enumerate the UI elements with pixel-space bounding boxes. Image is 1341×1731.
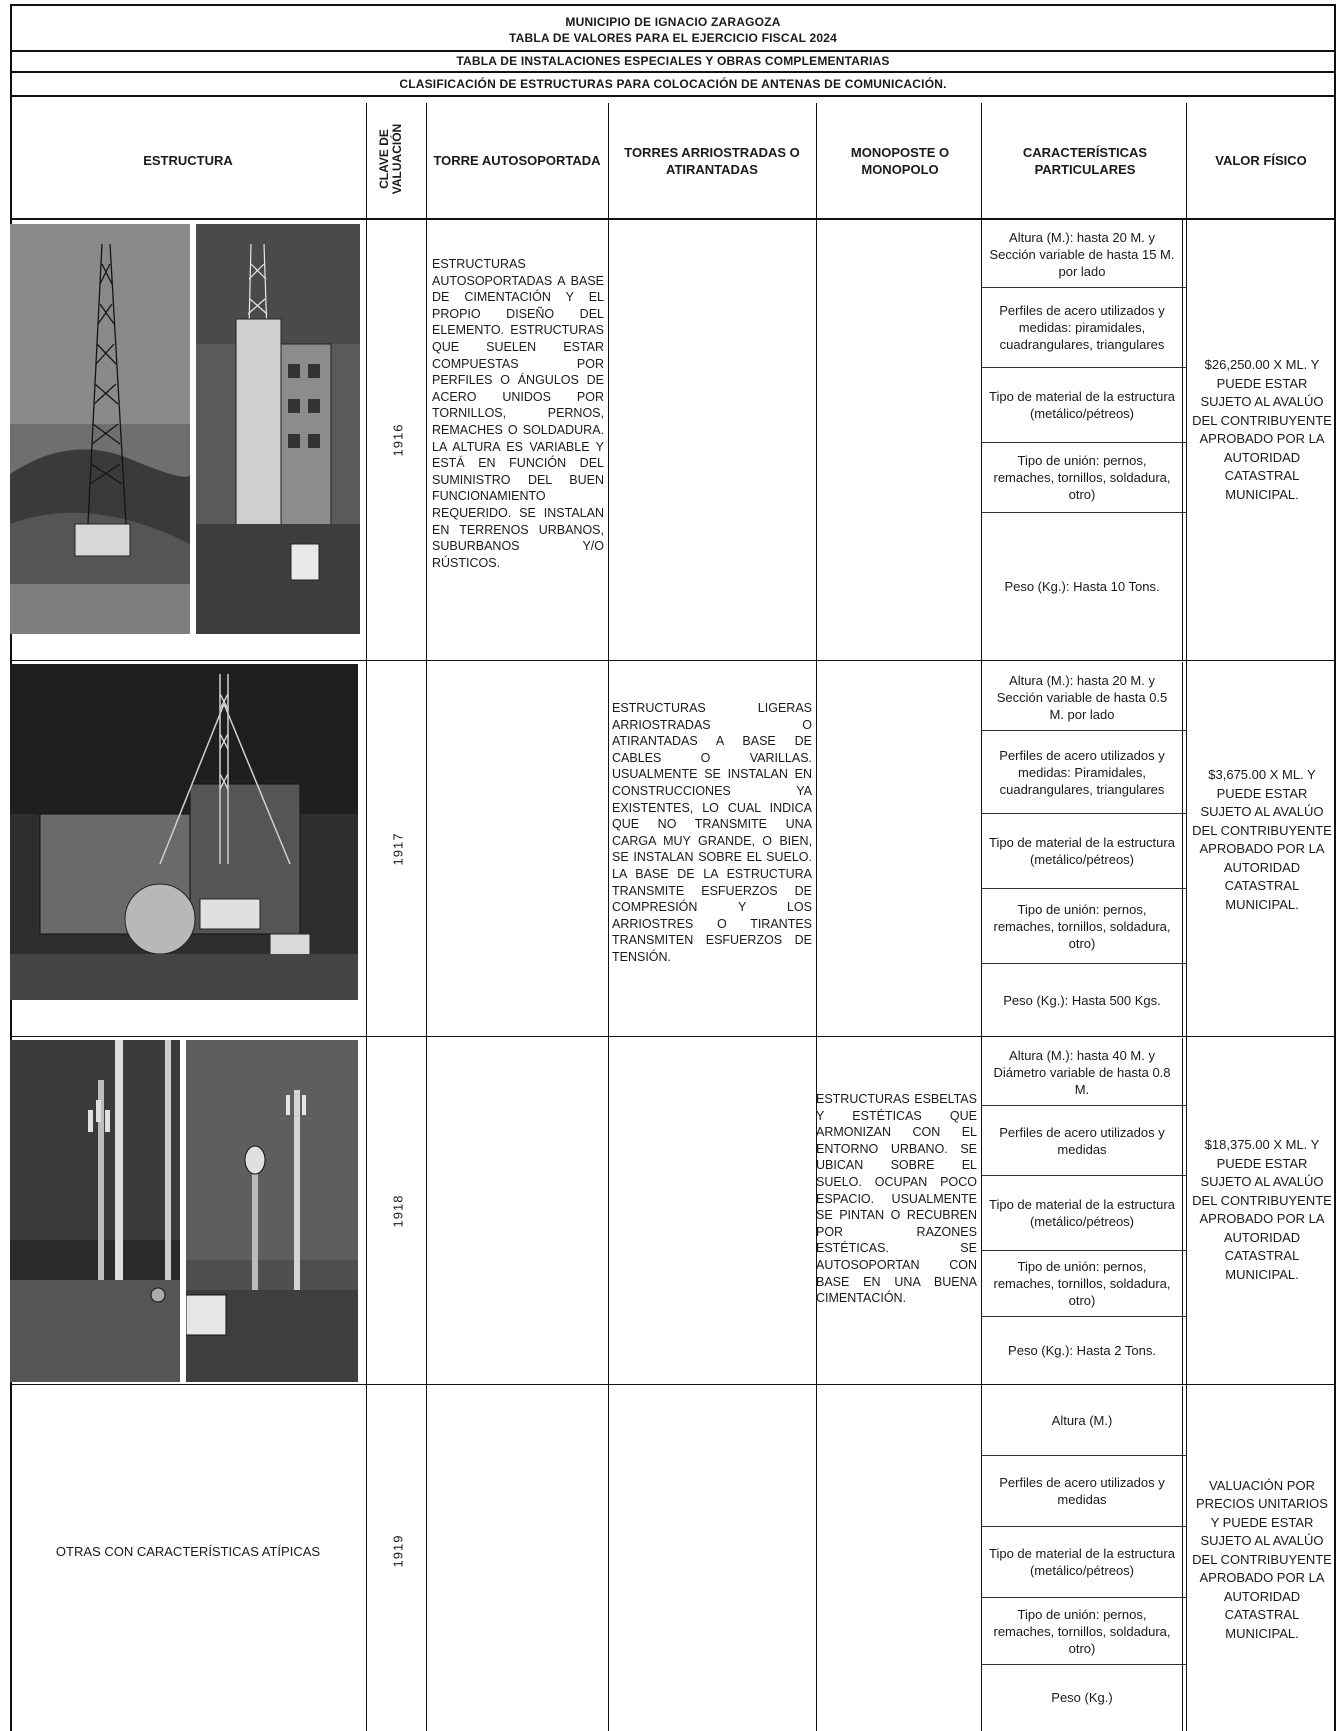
tower-photo-autosoportada-1	[10, 224, 190, 634]
column-header-estructura: ESTRUCTURA	[143, 153, 233, 168]
valor-1916: $26,250.00 X ML. Y PUEDE ESTAR SUJETO AL AVALÚO DEL CONTRIBUYENTE APROBADO POR LA AUTORIDAD CATASTRAL MUNICIPAL.	[1192, 357, 1332, 502]
char-1918-perfiles: Perfiles de acero utilizados y medidas	[999, 1124, 1165, 1157]
char-1919-altura: Altura (M.)	[1051, 1413, 1113, 1428]
char-1917-altura: Altura (M.): hasta 20 M. y Sección variable de hasta 0.5 M. por lado	[996, 672, 1168, 722]
char-1917-union: Tipo de unión: pernos, remaches, tornillos, soldadura, otro)	[993, 901, 1171, 951]
clave-1917: 1917	[390, 832, 406, 866]
monopole-photo-2	[186, 1040, 358, 1382]
description-arriostradas: ESTRUCTURAS LIGERAS ARRIOSTRADAS O ATIRANTADAS A BASE DE CABLES O VARILLAS. USUALMENTE SE INSTALAN EN CONSTRUCCIONES YA EXISTENTES, LO CUAL INDICA QUE NO TRANSMITE UNA CARGA MUY GRANDE, O BIEN, SE INSTALAN SOBRE EL SUELO. LA BASE DE LA ESTRUCTURA TRANSMITE ESFUERZOS DE COMPRESIÓN Y LOS ARRIOSTRES O TIRANTES TRANSMITEN ESFUERZOS DE TENSIÓN.	[612, 701, 812, 964]
description-monoposte: ESTRUCTURAS ESBELTAS Y ESTÉTICAS QUE ARMONIZAN CON EL ENTORNO URBANO. SE UBICAN SOBRE EL SUELO. OCUPAN POCO ESPACIO. USUALMENTE SE PINTAN O RECUBREN POR RAZONES ESTÉTICAS. SE AUTOSOPORTAN CON BASE EN UNA BUENA CIMENTACIÓN.	[816, 1092, 977, 1306]
column-header-caracteristicas: CARACTERÍSTICAS PARTICULARES	[1022, 144, 1148, 177]
monopole-photo-1	[10, 1040, 180, 1382]
section-title: TABLA DE INSTALACIONES ESPECIALES Y OBRAS COMPLEMENTARIAS	[12, 52, 1334, 73]
char-1917-material: Tipo de material de la estructura (metálico/pétreos)	[989, 835, 1175, 867]
char-1916-union: Tipo de unión: pernos, remaches, tornillos, soldadura, otro)	[993, 453, 1171, 502]
clave-1919: 1919	[390, 1534, 406, 1568]
char-1916-altura: Altura (M.): hasta 20 M. y Sección variable de hasta 15 M. por lado	[989, 230, 1175, 279]
valor-1917: $3,675.00 X ML. Y PUEDE ESTAR SUJETO AL AVALÚO DEL CONTRIBUYENTE APROBADO POR LA AUTORIDAD CATASTRAL MUNICIPAL.	[1192, 767, 1332, 912]
column-header-clave: CLAVE DE VALUACIÓN	[377, 123, 404, 195]
column-header-monoposte: MONOPOSTE O MONOPOLO	[850, 144, 950, 177]
char-1916-perfiles: Perfiles de acero utilizados y medidas: piramidales, cuadrangulares, triangulares	[999, 303, 1165, 352]
column-header-arriostradas: TORRES ARRIOSTRADAS O ATIRANTADAS	[624, 144, 800, 177]
clave-1918: 1918	[390, 1194, 406, 1228]
char-1918-material: Tipo de material de la estructura (metálico/pétreos)	[989, 1197, 1175, 1229]
column-header-autosoportada: TORRE AUTOSOPORTADA	[433, 153, 601, 168]
description-autosoportada: ESTRUCTURAS AUTOSOPORTADAS A BASE DE CIMENTACIÓN Y EL PROPIO DISEÑO DEL ELEMENTO. ESTRUCTURAS QUE SUELEN ESTAR COMPUESTAS POR PERFILES O ÁNGULOS DE ACERO UNIDOS POR TORNILLOS, PERNOS, REMACHES O SOLDADURA. LA ALTURA ES VARIABLE Y ESTÁ EN FUNCIÓN DEL SUMINISTRO DEL BUEN FUNCIONAMIENTO REQUERIDO. SE INSTALAN EN TERRENOS URBANOS, SUBURBANOS Y/O RÚSTICOS.	[432, 257, 604, 570]
subsection-title: CLASIFICACIÓN DE ESTRUCTURAS PARA COLOCACIÓN DE ANTENAS DE COMUNICACIÓN.	[12, 73, 1334, 97]
char-1917-peso: Peso (Kg.): Hasta 500 Kgs.	[1003, 992, 1161, 1008]
char-1919-perfiles: Perfiles de acero utilizados y medidas	[999, 1475, 1165, 1507]
document-header	[12, 6, 1334, 52]
tower-photo-arriostrada	[10, 664, 358, 1000]
header-fiscal-year: TABLA DE VALORES PARA EL EJERCICIO FISCAL 2024	[509, 31, 837, 45]
char-1919-union: Tipo de unión: pernos, remaches, tornillos, soldadura, otro)	[993, 1606, 1171, 1656]
clave-1916: 1916	[390, 423, 406, 457]
estructura-otras: OTRAS CON CARACTERÍSTICAS ATÍPICAS	[55, 1543, 321, 1559]
char-1917-perfiles: Perfiles de acero utilizados y medidas: Piramidales, cuadrangulares, triangulares	[999, 747, 1165, 797]
tower-photo-autosoportada-2	[196, 224, 360, 634]
char-1916-material: Tipo de material de la estructura (metálico/pétreos)	[989, 389, 1175, 421]
valor-1919: VALUACIÓN POR PRECIOS UNITARIOS Y PUEDE ESTAR SUJETO AL AVALÚO DEL CONTRIBUYENTE APROBADO POR LA AUTORIDAD CATASTRAL MUNICIPAL.	[1192, 1477, 1332, 1641]
char-1919-peso: Peso (Kg.)	[1051, 1689, 1113, 1705]
char-1918-peso: Peso (Kg.): Hasta 2 Tons.	[1008, 1343, 1156, 1358]
char-1919-material: Tipo de material de la estructura (metálico/pétreos)	[989, 1546, 1175, 1578]
char-1918-union: Tipo de unión: pernos, remaches, tornillos, soldadura, otro)	[993, 1259, 1171, 1308]
header-municipality: MUNICIPIO DE IGNACIO ZARAGOZA	[565, 15, 781, 29]
char-1918-altura: Altura (M.): hasta 40 M. y Diámetro variable de hasta 0.8 M.	[993, 1048, 1171, 1097]
column-header-valor: VALOR FÍSICO	[1215, 153, 1307, 168]
char-1916-peso: Peso (Kg.): Hasta 10 Tons.	[1004, 579, 1160, 594]
valor-1918: $18,375.00 X ML. Y PUEDE ESTAR SUJETO AL AVALÚO DEL CONTRIBUYENTE APROBADO POR LA AUTORIDAD CATASTRAL MUNICIPAL.	[1192, 1137, 1332, 1282]
